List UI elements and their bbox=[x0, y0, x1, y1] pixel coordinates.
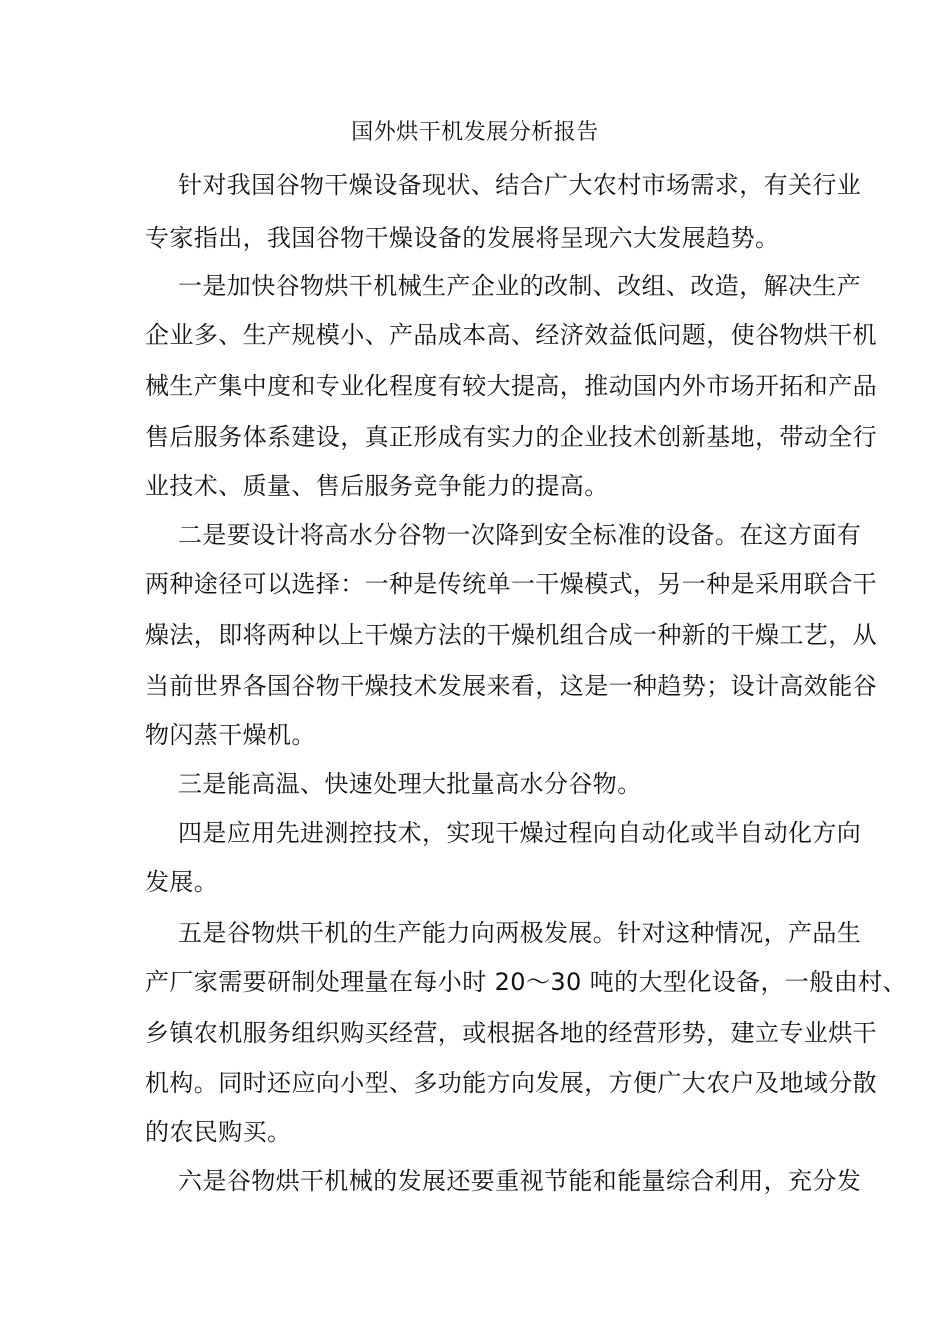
paragraph-line: 乡镇农机服务组织购买经营，或根据各地的经营形势，建立专业烘干 bbox=[145, 1019, 877, 1047]
paragraph-line: 的农民购买。 bbox=[145, 1118, 292, 1146]
paragraph-line: 产厂家需要研制处理量在每小时 20～30 吨的大型化设备，一般由村、 bbox=[145, 968, 907, 996]
paragraph-line: 五是谷物烘干机的生产能力向两极发展。针对这种情况，产品生 bbox=[178, 919, 862, 947]
paragraph-line: 六是谷物烘干机械的发展还要重视节能和能量综合利用，充分发 bbox=[178, 1167, 862, 1195]
paragraph-line: 二是要设计将高水分谷物一次降到安全标准的设备。在这方面有 bbox=[178, 521, 862, 549]
paragraph-line: 专家指出，我国谷物干燥设备的发展将呈现六大发展趋势。 bbox=[145, 224, 780, 252]
paragraph-line: 业技术、质量、售后服务竞争能力的提高。 bbox=[145, 472, 609, 500]
paragraph-line: 机构。同时还应向小型、多功能方向发展，方便广大农户及地域分散 bbox=[145, 1069, 877, 1097]
paragraph-line: 燥法，即将两种以上干燥方法的干燥机组合成一种新的干燥工艺，从 bbox=[145, 621, 877, 649]
paragraph-line: 一是加快谷物烘干机械生产企业的改制、改组、改造，解决生产 bbox=[178, 272, 862, 300]
paragraph-line: 三是能高温、快速处理大批量高水分谷物。 bbox=[178, 770, 642, 798]
paragraph-line: 两种途径可以选择：一种是传统单一干燥模式，另一种是采用联合干 bbox=[145, 570, 877, 598]
paragraph-line: 发展。 bbox=[145, 868, 219, 896]
document-title: 国外烘干机发展分析报告 bbox=[351, 120, 599, 145]
paragraph-line: 物闪蒸干燥机。 bbox=[145, 721, 316, 749]
paragraph-line: 企业多、生产规模小、产品成本高、经济效益低问题，使谷物烘干机 bbox=[145, 321, 877, 349]
paragraph-line: 械生产集中度和专业化程度有较大提高，推动国内外市场开拓和产品 bbox=[145, 372, 877, 400]
paragraph-line: 针对我国谷物干燥设备现状、结合广大农村市场需求，有关行业 bbox=[178, 171, 862, 199]
paragraph-line: 当前世界各国谷物干燥技术发展来看，这是一种趋势；设计高效能谷 bbox=[145, 672, 877, 700]
paragraph-line: 四是应用先进测控技术，实现干燥过程向自动化或半自动化方向 bbox=[178, 819, 862, 847]
paragraph-line: 售后服务体系建设，真正形成有实力的企业技术创新基地，带动全行 bbox=[145, 423, 877, 451]
